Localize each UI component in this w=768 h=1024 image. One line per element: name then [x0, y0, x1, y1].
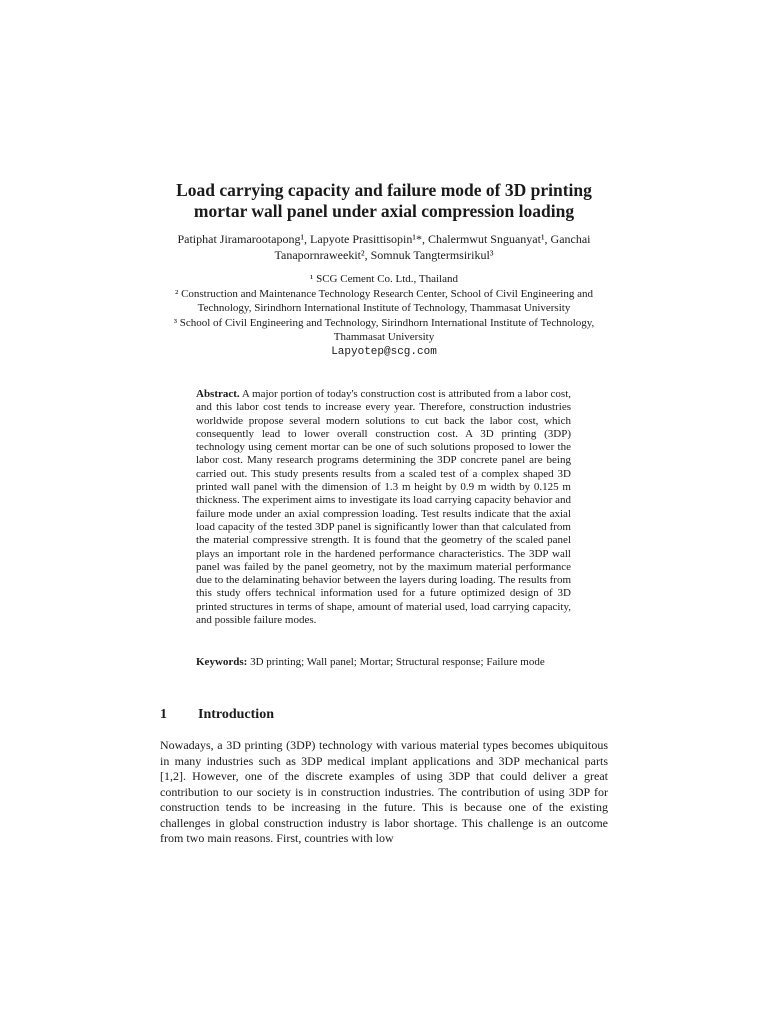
- abstract: [196, 388, 571, 627]
- section-title: Introduction: [198, 707, 274, 722]
- keywords: [196, 656, 571, 669]
- corresponding-email[interactable]: Lapyotep@scg.com: [331, 345, 437, 358]
- title-line-2: mortar wall panel under axial compression loading: [193, 201, 575, 221]
- title-line-1: Load carrying capacity and failure mode of 3D printing: [176, 180, 592, 200]
- abstract-text: A major portion of today's construction cost is attributed from a labor cost, and this labor cost tends to increase every year. Therefore, construction industries worldwide propose several modern solutions to cut back the labor cost, which consequently lead to lower overall construction cost. A 3D printing (3DP) technology using cement mortar can be one of such solutions proposed to lower the labor cost. Many research programs determining the 3DP concrete panel are being carried out. This study presents results from a scaled test of a complex shaped 3D printed wall panel with the dimension of 1.3 m height by 0.9 m width by 0.125 m thickness. The experiment aims to investigate its load carrying capacity behavior and failure mode under an axial compression loading. Test results indicate that the axial load capacity of the tested 3DP panel is significantly lower than that calculated from the material compressive strength. It is found that the geometry of the scaled panel plays an important role in the hardened performance characteristics. The 3DP wall panel was failed by the panel geometry, not by the maximum material performance due to the delaminating behavior between the layers during loading. The results from this study offers technical information used for a future optimized design of 3D printed structures in terms of shape, amount of material used, load carrying capacity, and possible failure modes.: [196, 388, 571, 627]
- keywords-label: Keywords:: [196, 656, 248, 668]
- keywords-text: 3D printing; Wall panel; Mortar; Structural response; Failure mode: [250, 656, 545, 668]
- paper-title: [150, 180, 618, 222]
- affiliation-1: ¹ SCG Cement Co. Ltd., Thailand: [310, 273, 458, 285]
- author-list: [160, 232, 608, 263]
- affiliation-3: ³ School of Civil Engineering and Technology, Sirindhorn International Institute of Technology, Thammasat University: [173, 316, 595, 343]
- abstract-label: Abstract.: [196, 388, 240, 400]
- section-number: 1: [160, 707, 167, 722]
- authors-line-2: Tanapornraweekit², Somnuk Tangtermsirikul³: [274, 247, 494, 262]
- section-heading: [160, 707, 274, 723]
- affiliation-2: ² Construction and Maintenance Technology Research Center, School of Civil Engineering and Technology, Sirindhorn International Institute of Technology, Thammasat University: [175, 287, 593, 314]
- authors-line-1: Patiphat Jiramarootapong¹, Lapyote Prasittisopin¹*, Chalermwut Snguanyat¹, Ganchai: [177, 232, 591, 246]
- introduction-paragraph: Nowadays, a 3D printing (3DP) technology with various material types becomes ubiquitous in many industries such as 3DP medical implant applications and 3DP mechanical parts [1,2]. However, one of the discrete examples of using 3DP that could deliver a great contribution to our society is in construction industries. The contribution of using 3DP for construction tends to be increasing in the future. This is because one of the existing challenges in global construction industry is labor shortage. This challenge is an outcome from two main reasons. First, countries with low: [160, 738, 608, 845]
- affiliations: [160, 272, 608, 359]
